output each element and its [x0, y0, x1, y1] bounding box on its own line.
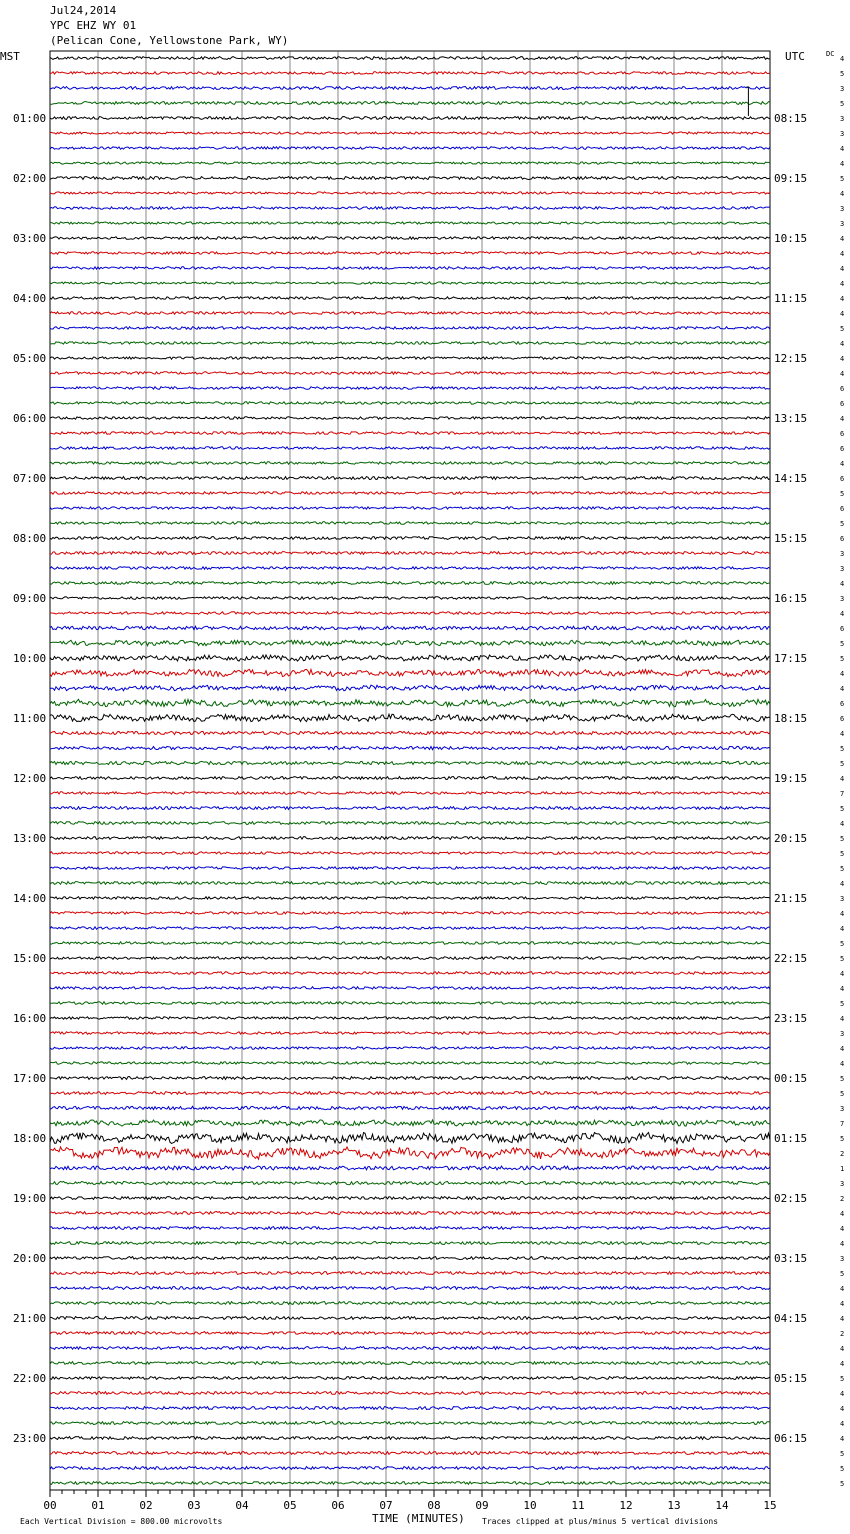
seismic-trace	[50, 1347, 770, 1350]
seismic-trace	[50, 1287, 770, 1290]
mst-time-label: 08:00	[13, 532, 47, 545]
seismic-trace	[50, 1422, 770, 1425]
seismic-trace	[50, 1362, 770, 1365]
dc-offset-label: 4	[840, 1435, 845, 1443]
x-tick-label: 04	[235, 1499, 249, 1512]
dc-offset-label: 6	[840, 715, 845, 723]
seismic-trace	[50, 267, 770, 270]
dc-offset-label: 4	[840, 970, 845, 978]
mst-time-label: 16:00	[13, 1012, 47, 1025]
date-label: Jul24,2014	[50, 4, 117, 17]
mst-time-label: 13:00	[13, 832, 47, 845]
utc-time-label: 19:15	[774, 772, 808, 785]
dc-offset-label: 5	[840, 640, 845, 648]
seismic-trace	[50, 162, 770, 164]
seismic-trace	[50, 942, 770, 945]
dc-offset-label: 4	[840, 280, 845, 288]
dc-offset-label: 1	[840, 1165, 845, 1173]
utc-time-label: 16:15	[774, 592, 808, 605]
seismic-trace	[50, 1197, 770, 1200]
dc-offset-label: 3	[840, 1105, 845, 1113]
seismic-trace	[50, 1392, 770, 1395]
dc-offset-label: 3	[840, 550, 845, 558]
dc-offset-label: 4	[840, 370, 845, 378]
x-tick-label: 02	[139, 1499, 153, 1512]
utc-time-label: 10:15	[774, 232, 808, 245]
dc-offset-label: 4	[840, 145, 845, 153]
dc-offset-label: 4	[840, 1315, 845, 1323]
x-tick-label: 09	[475, 1499, 489, 1512]
seismic-trace	[50, 477, 770, 480]
utc-time-label: 23:15	[774, 1012, 808, 1025]
seismic-trace	[50, 1181, 770, 1184]
seismic-trace	[50, 655, 770, 661]
seismic-trace	[50, 57, 770, 60]
seismic-trace	[50, 567, 770, 570]
seismic-trace	[50, 1257, 770, 1260]
dc-offset-label: 4	[840, 160, 845, 168]
dc-offset-label: 4	[840, 1285, 845, 1293]
dc-offset-label: 5	[840, 1450, 845, 1458]
utc-time-label: 08:15	[774, 112, 808, 125]
dc-offset-label: 7	[840, 790, 845, 798]
seismic-trace	[50, 117, 770, 120]
seismic-trace	[50, 1437, 770, 1440]
seismic-trace	[50, 927, 770, 930]
seismic-trace	[50, 882, 770, 885]
dc-offset-label: 4	[840, 265, 845, 273]
seismic-trace	[50, 746, 770, 749]
dc-offset-label: 6	[840, 700, 845, 708]
seismic-trace	[50, 327, 770, 330]
dc-offset-label: 4	[840, 1300, 845, 1308]
dc-offset-label: 4	[840, 1420, 845, 1428]
dc-offset-label: 4	[840, 925, 845, 933]
mst-time-label: 20:00	[13, 1252, 47, 1265]
mst-time-label: 19:00	[13, 1192, 47, 1205]
seismic-traces	[50, 57, 770, 1485]
dc-offset-label: 5	[840, 850, 845, 858]
seismic-trace	[50, 357, 770, 360]
seismic-trace	[50, 1377, 770, 1380]
dc-offset-label: 5	[840, 805, 845, 813]
dc-offset-label: 4	[840, 685, 845, 693]
station-label: YPC EHZ WY 01	[50, 19, 137, 32]
mst-time-label: 07:00	[13, 472, 47, 485]
dc-offset-label: 3	[840, 115, 845, 123]
seismic-trace	[50, 1166, 770, 1170]
seismic-trace	[50, 792, 770, 795]
dc-offset-label: 3	[840, 130, 845, 138]
seismic-trace	[50, 582, 770, 585]
dc-offset-label: 4	[840, 1405, 845, 1413]
seismic-trace	[50, 626, 770, 630]
seismic-trace	[50, 522, 770, 525]
dc-offset-label: 4	[840, 1045, 845, 1053]
clipping-note: Traces clipped at plus/minus 5 vertical divisions	[482, 1517, 719, 1526]
seismic-trace	[50, 1147, 770, 1159]
utc-time-label: 12:15	[774, 352, 808, 365]
seismic-trace	[50, 552, 770, 555]
seismic-trace	[50, 972, 770, 975]
mst-time-label: 17:00	[13, 1072, 47, 1085]
utc-time-label: 04:15	[774, 1312, 808, 1325]
dc-offset-label: 4	[840, 1345, 845, 1353]
utc-time-label: 02:15	[774, 1192, 808, 1205]
seismic-trace	[50, 852, 770, 855]
dc-offset-label: 4	[840, 1390, 845, 1398]
seismic-trace	[50, 1317, 770, 1320]
seismic-trace	[50, 1332, 770, 1335]
seismic-trace	[50, 372, 770, 375]
utc-time-label: 13:15	[774, 412, 808, 425]
dc-offset-label: 4	[840, 580, 845, 588]
x-tick-label: 06	[331, 1499, 345, 1512]
dc-offset-label: 6	[840, 445, 845, 453]
utc-time-label: 00:15	[774, 1072, 808, 1085]
seismic-trace	[50, 132, 770, 134]
seismic-trace	[50, 987, 770, 990]
dc-offset-label: 4	[840, 1210, 845, 1218]
seismic-trace	[50, 282, 770, 284]
seismic-trace	[50, 87, 770, 90]
dc-offset-label: 3	[840, 1030, 845, 1038]
x-tick-label: 03	[187, 1499, 201, 1512]
seismic-trace	[50, 957, 770, 960]
mst-time-label: 14:00	[13, 892, 47, 905]
seismic-trace	[50, 537, 770, 540]
seismic-trace	[50, 237, 770, 240]
seismic-trace	[50, 207, 770, 210]
mst-time-label: 12:00	[13, 772, 47, 785]
x-tick-label: 05	[283, 1499, 297, 1512]
seismic-trace	[50, 699, 770, 706]
dc-offset-label: 5	[840, 1465, 845, 1473]
dc-offset-label: 4	[840, 1060, 845, 1068]
mst-time-label: 09:00	[13, 592, 47, 605]
utc-time-label: 09:15	[774, 172, 808, 185]
seismic-trace	[50, 417, 770, 420]
utc-time-label: 22:15	[774, 952, 808, 965]
seismic-trace	[50, 312, 770, 315]
dc-offset-label: 4	[840, 1225, 845, 1233]
dc-offset-label: 5	[840, 520, 845, 528]
seismic-trace	[50, 147, 770, 150]
dc-offset-label: 4	[840, 670, 845, 678]
dc-offset-label: 6	[840, 385, 845, 393]
x-tick-label: 07	[379, 1499, 393, 1512]
dc-offset-label: 5	[840, 835, 845, 843]
utc-time-label: 05:15	[774, 1372, 808, 1385]
mst-time-label: 21:00	[13, 1312, 47, 1325]
dc-offset-label: 3	[840, 205, 845, 213]
x-tick-label: 14	[715, 1499, 729, 1512]
utc-axis-label: UTC	[785, 50, 805, 63]
dc-offset-label: 4	[840, 820, 845, 828]
x-axis-title: TIME (MINUTES)	[372, 1512, 465, 1525]
dc-offset-label: 6	[840, 430, 845, 438]
dc-offset-label: 5	[840, 1480, 845, 1488]
seismic-trace	[50, 1227, 770, 1230]
seismic-trace	[50, 777, 770, 780]
dc-offset-label: 4	[840, 235, 845, 243]
seismic-trace	[50, 1062, 770, 1065]
dc-offset-label: 2	[840, 1330, 845, 1338]
seismic-trace	[50, 1002, 770, 1005]
dc-offset-label: 6	[840, 535, 845, 543]
dc-offset-label: 5	[840, 655, 845, 663]
dc-offset-label: 5	[840, 1135, 845, 1143]
seismic-trace	[50, 432, 770, 435]
dc-offset-label: 5	[840, 955, 845, 963]
utc-time-label: 01:15	[774, 1132, 808, 1145]
seismic-trace	[50, 1302, 770, 1305]
dc-offset-label: 6	[840, 475, 845, 483]
seismic-trace	[50, 1032, 770, 1035]
seismic-trace	[50, 342, 770, 345]
mst-time-label: 03:00	[13, 232, 47, 245]
seismic-trace	[50, 669, 770, 676]
dc-offset-label: 6	[840, 400, 845, 408]
dc-offset-label: 5	[840, 70, 845, 78]
dc-offset-label: 4	[840, 1015, 845, 1023]
mst-time-label: 15:00	[13, 952, 47, 965]
dc-offset-label: 3	[840, 85, 845, 93]
seismic-trace	[50, 761, 770, 764]
mst-time-label: 22:00	[13, 1372, 47, 1385]
x-axis	[43, 1490, 776, 1512]
dc-offset-label: 4	[840, 415, 845, 423]
dc-offset-label: 5	[840, 865, 845, 873]
seismic-trace	[50, 867, 770, 870]
seismic-trace	[50, 714, 770, 721]
seismic-trace	[50, 507, 770, 510]
seismic-trace	[50, 1452, 770, 1455]
seismic-trace	[50, 222, 770, 224]
dc-offset-label: 2	[840, 1195, 845, 1203]
dc-offset-label: 4	[840, 1360, 845, 1368]
seismic-trace	[50, 1106, 770, 1109]
seismic-trace	[50, 1133, 770, 1144]
dc-offset-label: 4	[840, 880, 845, 888]
dc-offset-label: 5	[840, 490, 845, 498]
mst-time-label: 18:00	[13, 1132, 47, 1145]
utc-time-label: 06:15	[774, 1432, 808, 1445]
seismic-trace	[50, 192, 770, 194]
seismic-trace	[50, 1092, 770, 1095]
seismic-trace	[50, 1212, 770, 1215]
seismic-trace	[50, 640, 770, 646]
dc-offset-label: 3	[840, 595, 845, 603]
dc-offset-label: 3	[840, 1180, 845, 1188]
dc-offset-label: 5	[840, 1075, 845, 1083]
seismic-trace	[50, 402, 770, 405]
seismic-trace	[50, 612, 770, 615]
dc-offset-label: 4	[840, 985, 845, 993]
seismic-trace	[50, 492, 770, 495]
seismic-trace	[50, 1482, 770, 1485]
dc-offset-label: 3	[840, 565, 845, 573]
seismic-trace	[50, 897, 770, 900]
dc-offset-label: 4	[840, 310, 845, 318]
dc-offset-label: 5	[840, 1270, 845, 1278]
x-tick-label: 08	[427, 1499, 441, 1512]
mst-time-label: 11:00	[13, 712, 47, 725]
seismic-trace	[50, 685, 770, 691]
dc-offset-label: 5	[840, 940, 845, 948]
dc-offset-label: 4	[840, 295, 845, 303]
utc-time-label: 03:15	[774, 1252, 808, 1265]
seismic-trace	[50, 1467, 770, 1470]
dc-offset-label: 3	[840, 1255, 845, 1263]
dc-offset-label: 4	[840, 610, 845, 618]
dc-offset-label: 5	[840, 175, 845, 183]
dc-offset-label: 5	[840, 325, 845, 333]
dc-offset-label: 4	[840, 340, 845, 348]
seismic-trace	[50, 597, 770, 600]
seismic-trace	[50, 387, 770, 390]
dc-offset-label: 4	[840, 250, 845, 258]
dc-offset-label: 4	[840, 1240, 845, 1248]
mst-time-label: 04:00	[13, 292, 47, 305]
dc-offset-label: 4	[840, 355, 845, 363]
seismic-trace	[50, 177, 770, 180]
seismic-trace	[50, 807, 770, 810]
seismic-trace	[50, 1077, 770, 1080]
seismic-trace	[50, 297, 770, 300]
seismic-trace	[50, 462, 770, 465]
x-tick-label: 01	[91, 1499, 105, 1512]
utc-time-label: 21:15	[774, 892, 808, 905]
utc-time-label: 18:15	[774, 712, 808, 725]
seismic-trace	[50, 72, 770, 75]
utc-time-label: 15:15	[774, 532, 808, 545]
seismic-trace	[50, 447, 770, 450]
dc-offset-label: 5	[840, 100, 845, 108]
x-tick-label: 00	[43, 1499, 57, 1512]
seismic-trace	[50, 252, 770, 255]
dc-offset-label: 5	[840, 1090, 845, 1098]
seismic-trace	[50, 731, 770, 734]
mst-time-label: 06:00	[13, 412, 47, 425]
dc-offset-label: 5	[840, 1000, 845, 1008]
seismic-trace	[50, 1407, 770, 1410]
dc-offset-label: 4	[840, 730, 845, 738]
seismic-trace	[50, 1017, 770, 1020]
seismic-trace	[50, 912, 770, 915]
mst-axis-label: MST	[0, 50, 20, 63]
mst-time-label: 02:00	[13, 172, 47, 185]
dc-offset-label: 4	[840, 775, 845, 783]
dc-offset-label: 6	[840, 505, 845, 513]
seismic-trace	[50, 1120, 770, 1126]
dc-offset-label: 2	[840, 1150, 845, 1158]
dc-offset-label: 4	[840, 190, 845, 198]
dc-label: DC	[826, 50, 835, 58]
dc-offset-label: 5	[840, 1375, 845, 1383]
utc-time-label: 17:15	[774, 652, 808, 665]
x-tick-label: 12	[619, 1499, 633, 1512]
utc-time-label: 14:15	[774, 472, 808, 485]
event-marker	[746, 87, 748, 116]
seismic-trace	[50, 1047, 770, 1050]
mst-time-label: 10:00	[13, 652, 47, 665]
dc-offset-label: 5	[840, 760, 845, 768]
location-label: (Pelican Cone, Yellowstone Park, WY)	[50, 34, 289, 47]
x-tick-label: 11	[571, 1499, 585, 1512]
dc-offset-label: 6	[840, 625, 845, 633]
utc-time-label: 20:15	[774, 832, 808, 845]
mst-time-label: 05:00	[13, 352, 47, 365]
seismic-trace	[50, 837, 770, 840]
x-tick-label: 15	[763, 1499, 777, 1512]
dc-offset-label: 4	[840, 55, 845, 63]
dc-offset-label: 4	[840, 910, 845, 918]
seismic-trace	[50, 102, 770, 105]
vertical-division-note: Each Vertical Division = 800.00 microvolts	[20, 1517, 223, 1526]
seismic-trace	[50, 822, 770, 825]
dc-offset-label: 3	[840, 220, 845, 228]
x-tick-label: 10	[523, 1499, 537, 1512]
seismic-trace	[50, 1272, 770, 1275]
mst-time-label: 01:00	[13, 112, 47, 125]
dc-offset-label: 3	[840, 895, 845, 903]
dc-offset-label: 7	[840, 1120, 845, 1128]
utc-time-label: 11:15	[774, 292, 808, 305]
dc-offset-label: 4	[840, 460, 845, 468]
dc-offset-label: 5	[840, 745, 845, 753]
x-tick-label: 13	[667, 1499, 681, 1512]
seismic-trace	[50, 1242, 770, 1245]
mst-time-label: 23:00	[13, 1432, 47, 1445]
